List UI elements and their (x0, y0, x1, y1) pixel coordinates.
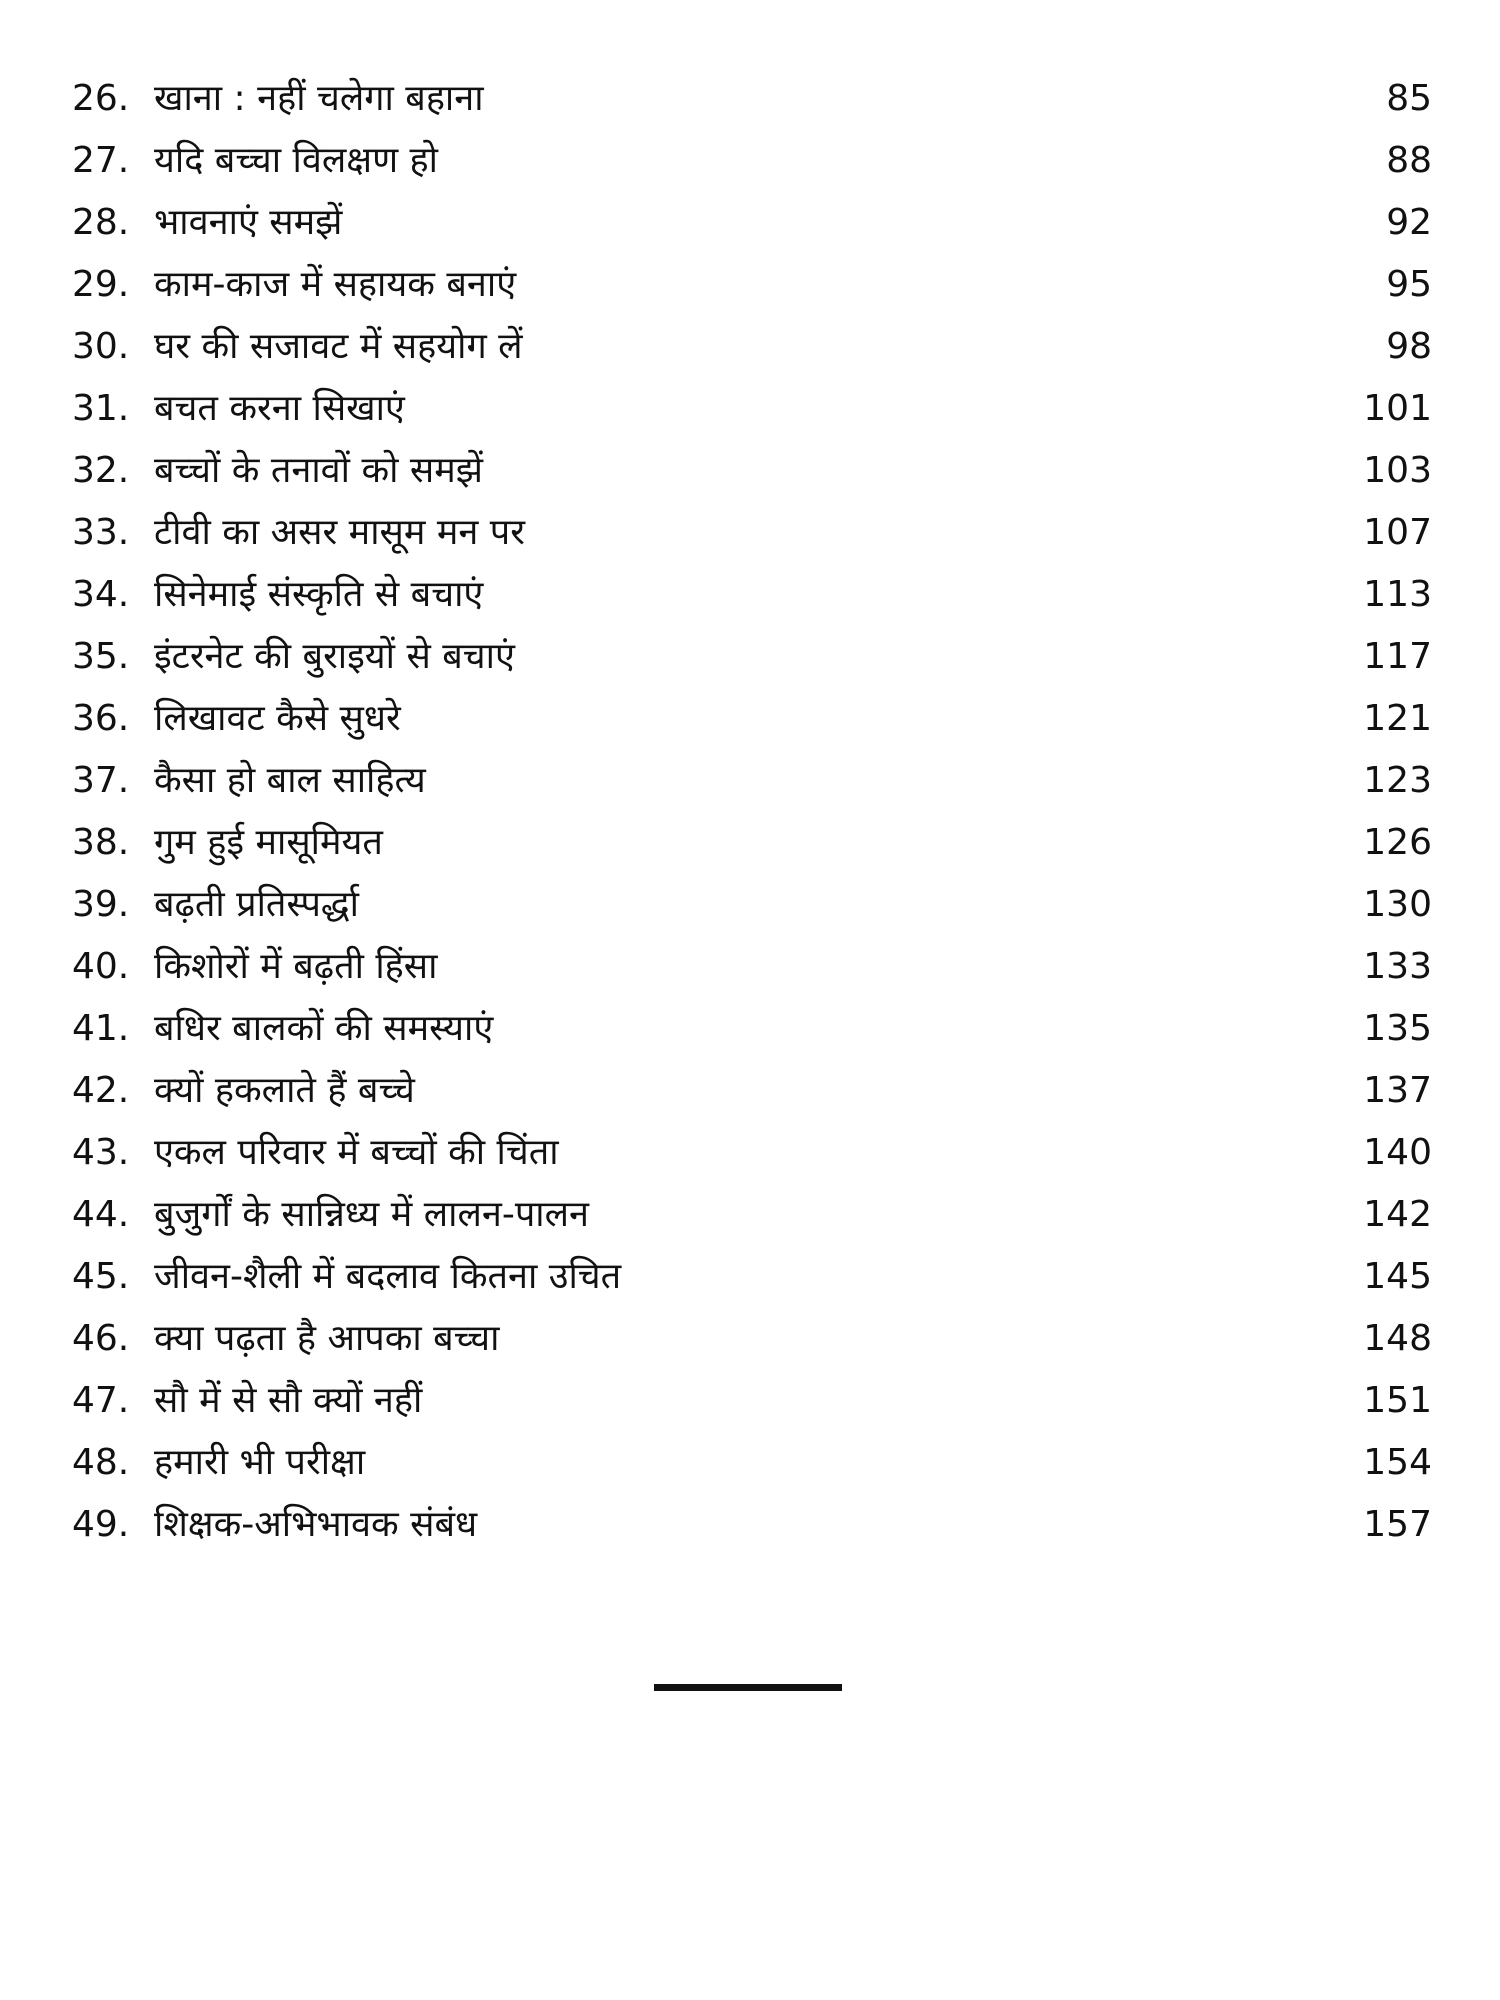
entry-number: 30. (72, 326, 130, 367)
toc-entry (72, 1122, 1432, 1184)
entry-number: 38. (72, 822, 130, 863)
entry-page: 123 (1363, 760, 1432, 801)
entry-title: सिनेमाई संस्कृति से बचाएं (154, 574, 484, 615)
entry-page: 157 (1363, 1504, 1432, 1545)
entry-title: कैसा हो बाल साहित्य (154, 760, 426, 801)
toc-entry (72, 936, 1432, 998)
entry-title: किशोरों में बढ़ती हिंसा (154, 946, 438, 987)
entry-page: 101 (1363, 388, 1432, 429)
entry-number: 29. (72, 264, 130, 305)
entry-number: 42. (72, 1070, 130, 1111)
table-of-contents (72, 68, 1432, 1556)
entry-title: हमारी भी परीक्षा (154, 1442, 366, 1483)
toc-entry (72, 874, 1432, 936)
entry-title: टीवी का असर मासूम मन पर (154, 512, 525, 553)
entry-number: 34. (72, 574, 130, 615)
entry-title: यदि बच्चा विलक्षण हो (154, 140, 438, 181)
entry-number: 35. (72, 636, 130, 677)
entry-number: 45. (72, 1256, 130, 1297)
entry-title: क्या पढ़ता है आपका बच्चा (154, 1318, 500, 1359)
toc-entry (72, 564, 1432, 626)
toc-entry (72, 130, 1432, 192)
entry-page: 148 (1363, 1318, 1432, 1359)
entry-number: 37. (72, 760, 130, 801)
entry-page: 98 (1386, 326, 1432, 367)
entry-page: 133 (1363, 946, 1432, 987)
toc-entry (72, 254, 1432, 316)
toc-entry (72, 192, 1432, 254)
entry-page: 95 (1386, 264, 1432, 305)
toc-entry (72, 1060, 1432, 1122)
entry-title: काम-काज में सहायक बनाएं (154, 264, 517, 305)
entry-page: 107 (1363, 512, 1432, 553)
entry-title: बधिर बालकों की समस्याएं (154, 1008, 494, 1049)
entry-page: 92 (1386, 202, 1432, 243)
entry-page: 85 (1386, 78, 1432, 119)
toc-entry (72, 378, 1432, 440)
entry-page: 137 (1363, 1070, 1432, 1111)
toc-entry (72, 316, 1432, 378)
entry-number: 48. (72, 1442, 130, 1483)
entry-page: 145 (1363, 1256, 1432, 1297)
entry-title: खाना : नहीं चलेगा बहाना (154, 78, 484, 119)
toc-entry (72, 688, 1432, 750)
entry-title: बढ़ती प्रतिस्पर्द्धा (154, 884, 359, 925)
entry-title: बच्चों के तनावों को समझें (154, 450, 483, 491)
entry-title: क्यों हकलाते हैं बच्चे (154, 1070, 415, 1111)
toc-entry (72, 750, 1432, 812)
entry-title: शिक्षक-अभिभावक संबंध (154, 1504, 478, 1545)
entry-number: 47. (72, 1380, 130, 1421)
toc-entry (72, 1494, 1432, 1556)
toc-entry (72, 812, 1432, 874)
entry-number: 26. (72, 78, 130, 119)
entry-title: लिखावट कैसे सुधरे (154, 698, 401, 739)
entry-title: सौ में से सौ क्यों नहीं (154, 1380, 423, 1421)
entry-title: भावनाएं समझें (154, 202, 343, 243)
entry-title: घर की सजावट में सहयोग लें (154, 326, 523, 367)
entry-number: 39. (72, 884, 130, 925)
entry-title: एकल परिवार में बच्चों की चिंता (154, 1132, 559, 1173)
toc-entry (72, 1370, 1432, 1432)
entry-number: 33. (72, 512, 130, 553)
toc-entry (72, 1184, 1432, 1246)
toc-entry (72, 440, 1432, 502)
entry-title: जीवन-शैली में बदलाव कितना उचित (154, 1256, 622, 1297)
toc-entry (72, 998, 1432, 1060)
entry-page: 113 (1363, 574, 1432, 615)
entry-number: 46. (72, 1318, 130, 1359)
entry-page: 130 (1363, 884, 1432, 925)
entry-number: 41. (72, 1008, 130, 1049)
entry-number: 32. (72, 450, 130, 491)
entry-number: 43. (72, 1132, 130, 1173)
entry-number: 49. (72, 1504, 130, 1545)
entry-title: गुम हुई मासूमियत (154, 822, 383, 863)
entry-page: 88 (1386, 140, 1432, 181)
entry-number: 44. (72, 1194, 130, 1235)
entry-page: 103 (1363, 450, 1432, 491)
entry-page: 121 (1363, 698, 1432, 739)
entry-title: बचत करना सिखाएं (154, 388, 405, 429)
entry-title: बुजुर्गों के सान्निध्य में लालन-पालन (154, 1194, 589, 1235)
entry-page: 151 (1363, 1380, 1432, 1421)
entry-number: 36. (72, 698, 130, 739)
entry-title: इंटरनेट की बुराइयों से बचाएं (154, 636, 515, 677)
entry-page: 126 (1363, 822, 1432, 863)
toc-entry (72, 1308, 1432, 1370)
entry-page: 154 (1363, 1442, 1432, 1483)
entry-number: 40. (72, 946, 130, 987)
entry-number: 28. (72, 202, 130, 243)
entry-page: 142 (1363, 1194, 1432, 1235)
toc-entry (72, 1432, 1432, 1494)
entry-page: 140 (1363, 1132, 1432, 1173)
toc-entry (72, 502, 1432, 564)
entry-page: 117 (1363, 636, 1432, 677)
entry-number: 31. (72, 388, 130, 429)
section-end-rule (654, 1684, 842, 1691)
entry-page: 135 (1363, 1008, 1432, 1049)
toc-entry (72, 68, 1432, 130)
toc-entry (72, 1246, 1432, 1308)
entry-number: 27. (72, 140, 130, 181)
toc-entry (72, 626, 1432, 688)
